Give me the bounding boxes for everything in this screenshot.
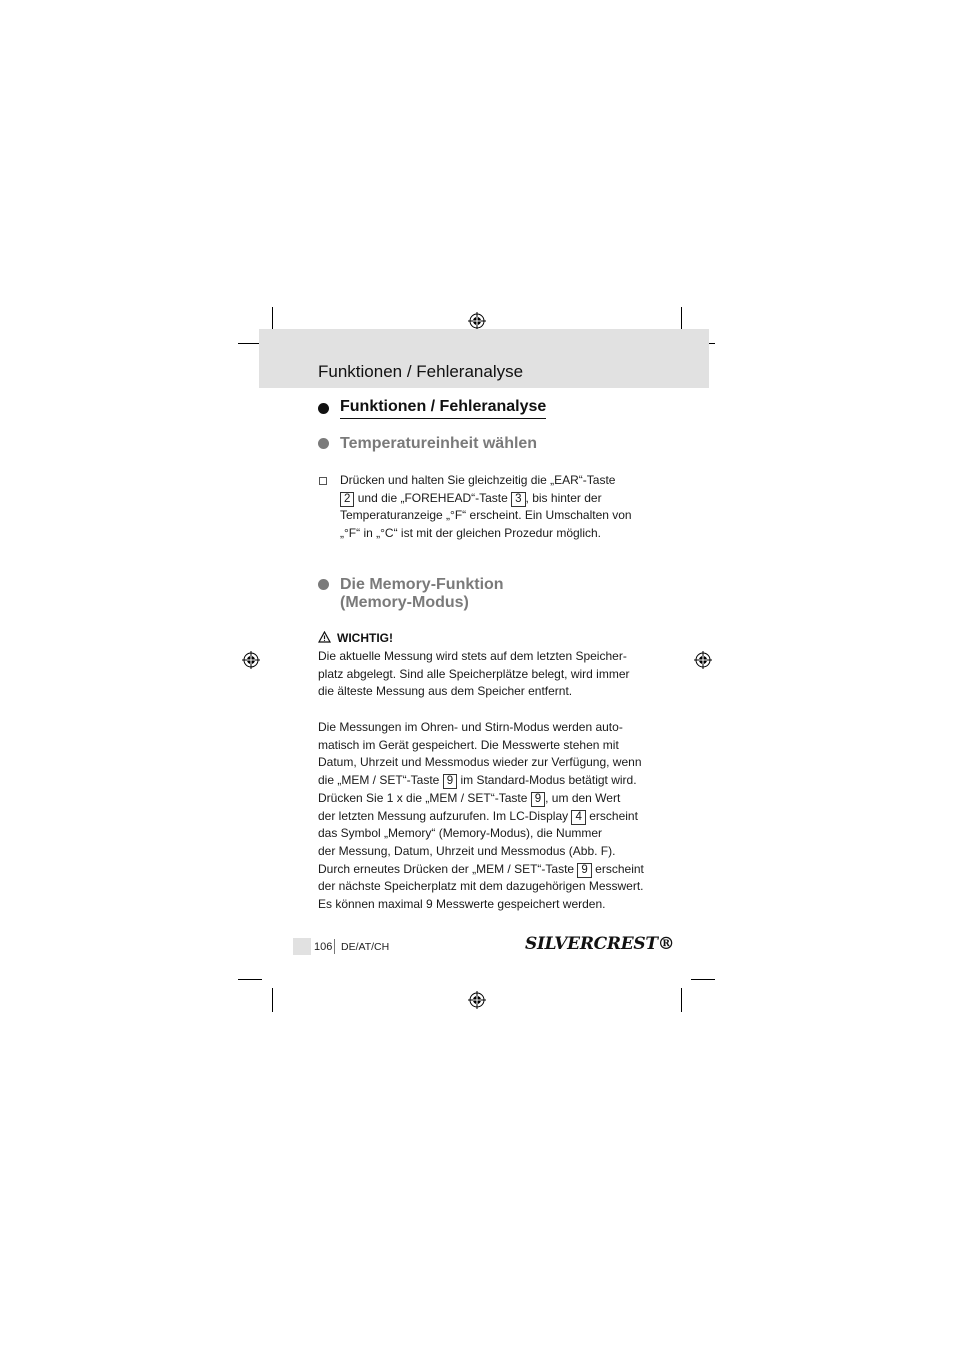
footer-divider: [334, 939, 335, 954]
reference-number: 9: [531, 792, 545, 807]
text-line: [318, 772, 648, 790]
text-span: erscheint: [589, 808, 638, 823]
registration-mark-icon: [242, 651, 260, 669]
reference-number: 9: [577, 863, 591, 878]
text-span: die „MEM / SET“-Taste: [318, 773, 440, 788]
warning-label: WICHTIG!: [337, 631, 393, 645]
registration-mark-icon: [468, 991, 486, 1009]
text-span: und die „FOREHEAD“-Taste: [357, 490, 508, 505]
text-line: der nächste Speicherplatz mit dem dazugehörigen Messwert.: [318, 879, 644, 894]
warning-triangle-icon: [318, 631, 331, 643]
language-code: DE/AT/CH: [341, 941, 390, 953]
subsection-heading: Temperatureinheit wählen: [340, 435, 538, 452]
text-span: , bis hinter der: [525, 490, 602, 505]
text-line: [340, 490, 650, 508]
text-span: , um den Wert: [545, 790, 621, 805]
page-header-title: Funktionen / Fehleranalyse: [318, 362, 524, 381]
text-span: der letzten Messung aufzurufen. Im LC-Display: [318, 808, 569, 823]
reference-number: 3: [511, 492, 525, 507]
text-span: im Standard-Modus betätigt wird.: [460, 773, 637, 788]
crop-mark: [238, 979, 262, 980]
warning-row: [318, 631, 393, 645]
text-line: Drücken und halten Sie gleichzeitig die „EAR“-Taste: [340, 473, 616, 487]
page-number: 106: [314, 941, 333, 953]
crop-mark: [272, 307, 273, 331]
bullet-icon: [318, 438, 329, 449]
heading-line: Die Memory-Funktion: [340, 576, 504, 593]
registration-mark-icon: [468, 312, 486, 330]
text-line: matisch im Gerät gespeichert. Die Messwerte stehen mit: [318, 737, 619, 752]
text-line: [318, 808, 648, 826]
bullet-icon: [318, 403, 329, 414]
brand-logo: SILVERCREST®: [525, 934, 675, 954]
crop-mark: [681, 307, 682, 331]
text-line: „°F“ in „°C“ ist mit der gleichen Prozedur möglich.: [340, 526, 602, 541]
subsection-heading: [340, 576, 504, 612]
crop-mark: [681, 988, 682, 1012]
warning-text: [318, 648, 648, 701]
checkbox-icon: [319, 477, 327, 485]
text-line: die älteste Messung aus dem Speicher entfernt.: [318, 684, 573, 699]
text-line: [318, 861, 648, 879]
text-line: Datum, Uhrzeit und Messmodus wieder zur Verfügung, wenn: [318, 755, 642, 770]
text-span: Durch erneutes Drücken der „MEM / SET“-Taste: [318, 861, 575, 876]
text-line: der Messung, Datum, Uhrzeit und Messmodus (Abb. F).: [318, 843, 616, 858]
reference-number: 2: [340, 492, 354, 507]
text-line: [318, 790, 648, 808]
text-line: Temperaturanzeige „°F“ erscheint. Ein Umschalten von: [340, 508, 632, 523]
text-line: das Symbol „Memory“ (Memory-Modus), die Nummer: [318, 826, 603, 841]
text-line: Die aktuelle Messung wird stets auf dem letzten Speicher-: [318, 649, 627, 663]
text-span: Drücken Sie 1 x die „MEM / SET“-Taste: [318, 790, 528, 805]
text-line: Es können maximal 9 Messwerte gespeichert werden.: [318, 897, 606, 912]
crop-mark: [272, 988, 273, 1012]
reference-number: 4: [571, 810, 585, 825]
text-line: platz abgelegt. Sind alle Speicherplätze belegt, wird immer: [318, 666, 630, 681]
text-line: Die Messungen im Ohren- und Stirn-Modus werden auto-: [318, 720, 623, 734]
footer-marker: [293, 938, 311, 955]
temp-instructions: [340, 472, 650, 543]
memory-description: [318, 719, 648, 914]
reference-number: 9: [443, 774, 457, 789]
text-span: erscheint: [595, 861, 644, 876]
crop-mark: [691, 979, 715, 980]
section-heading: Funktionen / Fehleranalyse: [340, 398, 546, 419]
bullet-icon: [318, 579, 329, 590]
heading-line: (Memory-Modus): [340, 594, 469, 611]
registration-mark-icon: [694, 651, 712, 669]
